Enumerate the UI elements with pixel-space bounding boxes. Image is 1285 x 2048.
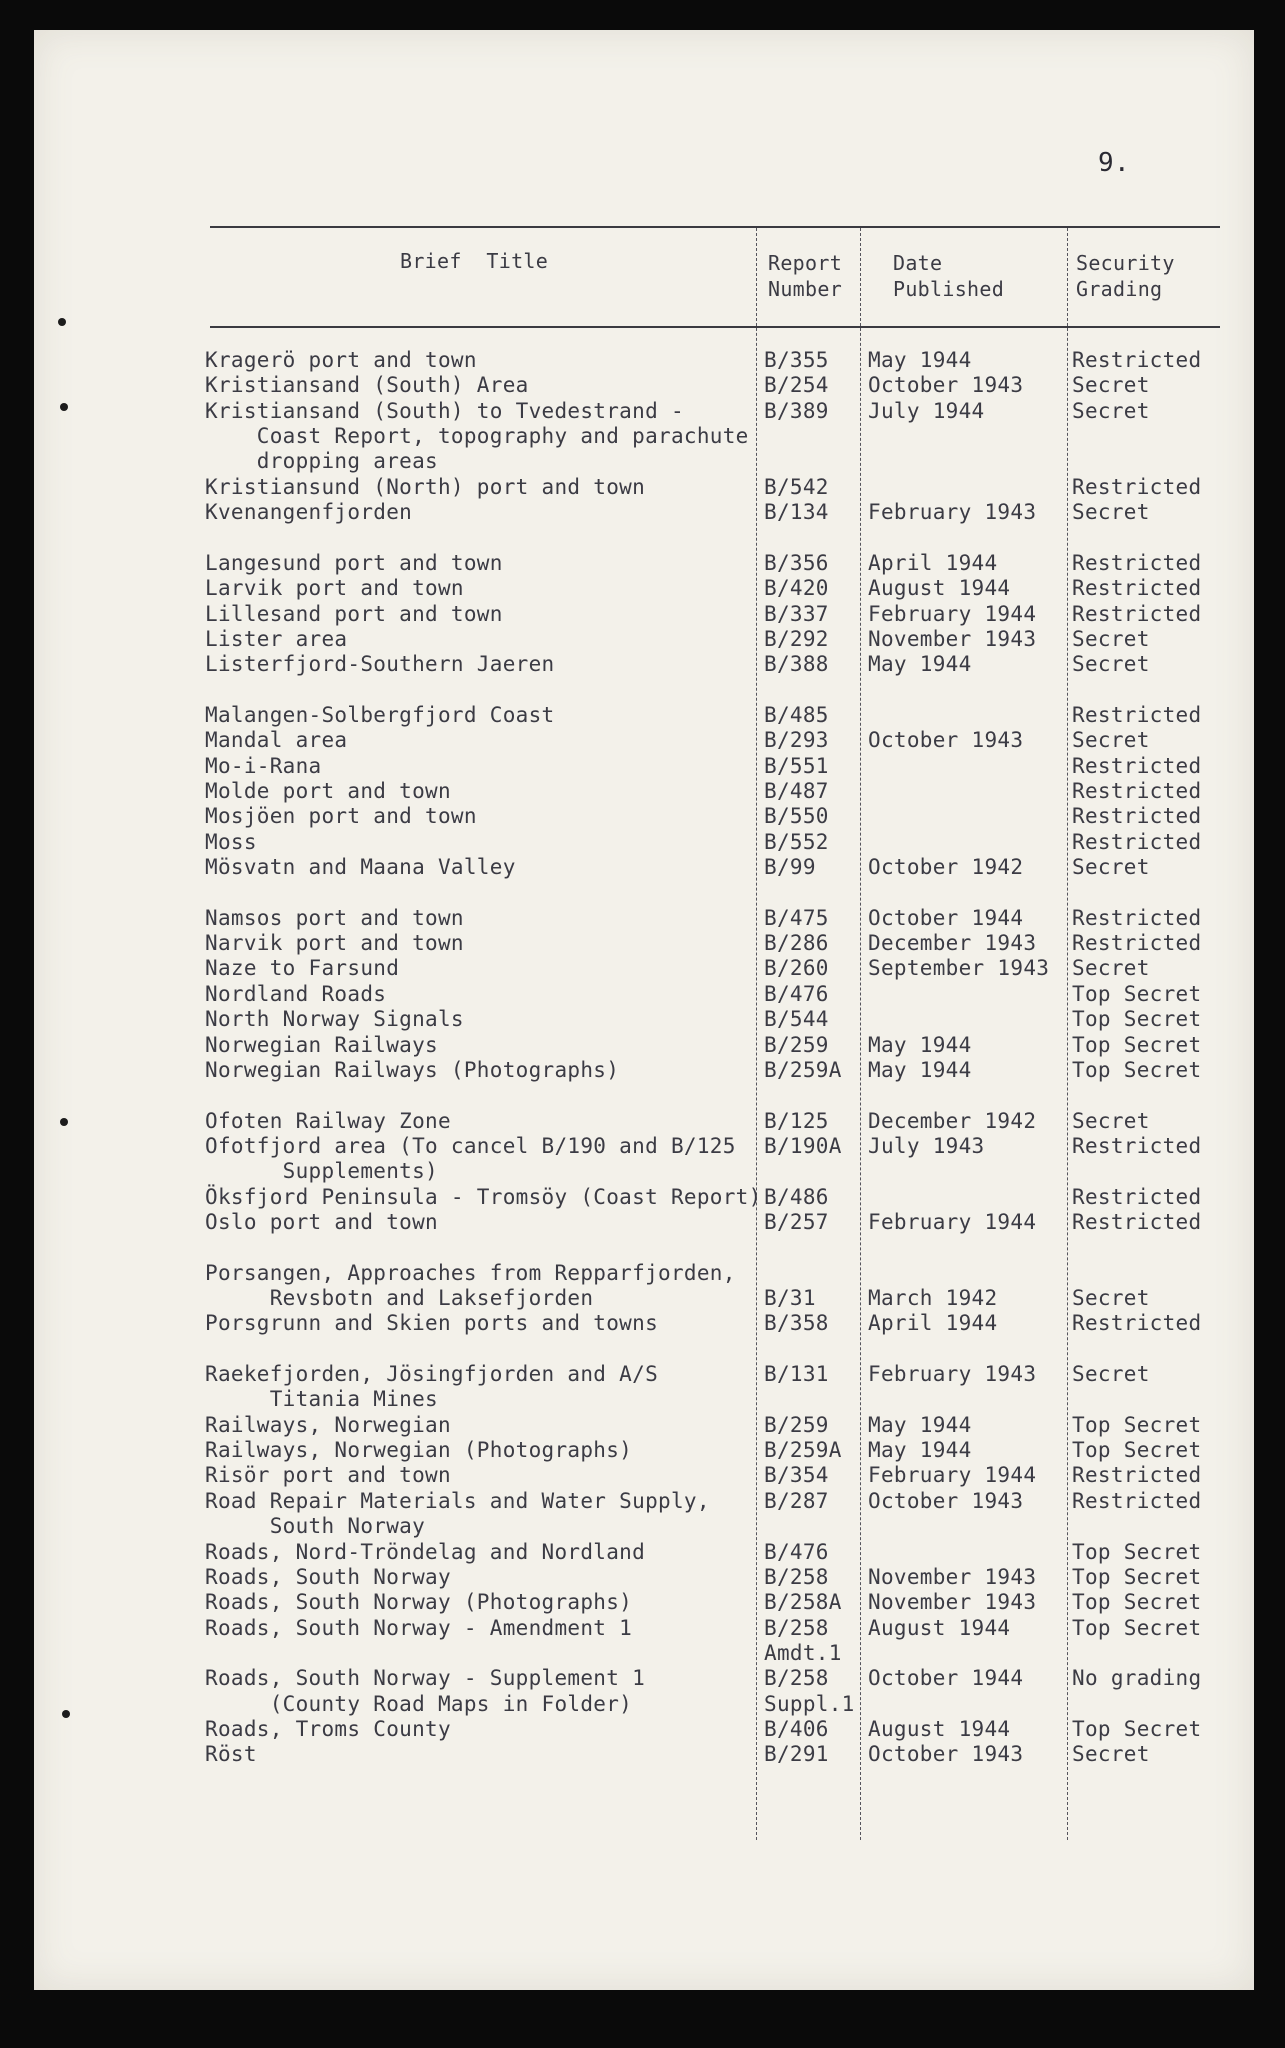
row-security-grading: Restricted [1072,474,1202,499]
row-report-number: B/99 [764,855,816,879]
row-brief-title: Malangen-Solbergfjord Coast [205,702,555,727]
row-report-number: B/190A [764,1133,842,1158]
row-date-published: October 1943 [868,1742,1024,1767]
row-report-number: B/31 [764,1286,816,1310]
row-date-published: October 1944 [868,905,1024,930]
row-security-grading: Restricted [1072,550,1202,575]
row-date-published: October 1943 [868,728,1024,753]
row-report-number: B/551 [764,753,829,778]
row-report-number: B/389 [764,398,829,423]
row-report-number: B/293 [764,728,829,753]
row-report-number: B/544 [764,1007,829,1032]
row-security-grading: Secret [1072,373,1150,398]
row-brief-title: Railways, Norwegian (Photographs) [205,1438,633,1462]
row-brief-title: Mösvatn and Maana Valley [205,855,516,879]
row-brief-title: Mo-i-Rana [205,753,322,778]
row-security-grading: Restricted [1072,829,1202,854]
row-security-grading: Top Secret [1072,1007,1202,1032]
row-security-grading: Top Secret [1072,1615,1202,1640]
row-security-grading: Secret [1072,956,1150,981]
row-report-number: B/134 [764,500,829,525]
row-report-number: B/259A [764,1057,842,1082]
row-date-published: April 1944 [868,550,998,575]
row-report-number: B/258 [764,1615,829,1640]
row-date-published: July 1944 [868,398,985,423]
row-date-published: February 1944 [868,1463,1037,1488]
row-security-grading: No grading [1072,1666,1202,1691]
row-date-published: October 1944 [868,1666,1024,1691]
column-divider-report [756,228,757,1840]
row-brief-title: Coast Report, topography and parachute [205,424,749,449]
row-security-grading: Restricted [1072,1209,1202,1234]
row-report-number: B/356 [764,550,829,575]
header-rule [210,326,1220,328]
row-brief-title: Roads, South Norway - Amendment 1 [205,1615,633,1640]
row-security-grading: Restricted [1072,1311,1202,1336]
row-brief-title: Lillesand port and town [205,601,503,626]
row-brief-title: Oslo port and town [205,1209,438,1234]
row-date-published: December 1942 [868,1108,1037,1133]
row-report-number: Suppl.1 [764,1691,855,1716]
row-date-published: February 1943 [868,1362,1037,1386]
row-date-published: May 1944 [868,652,972,677]
row-report-number: B/286 [764,931,829,956]
row-brief-title: Mandal area [205,728,348,753]
row-security-grading: Top Secret [1072,1412,1202,1437]
row-date-published: August 1944 [868,1716,1011,1741]
row-security-grading: Restricted [1072,1463,1202,1488]
row-report-number: B/420 [764,576,829,601]
row-brief-title: Mosjöen port and town [205,804,477,829]
row-date-published: November 1943 [868,1590,1037,1615]
row-security-grading: Top Secret [1072,1716,1202,1741]
row-security-grading: Restricted [1072,1133,1202,1158]
header-report-number: Report Number [768,251,843,301]
row-report-number: B/354 [764,1463,829,1488]
row-security-grading: Top Secret [1072,1590,1202,1615]
row-report-number: B/542 [764,474,829,499]
binder-hole-mark [60,403,68,411]
row-brief-title: Risör port and town [205,1463,451,1488]
row-security-grading: Restricted [1072,576,1202,601]
row-brief-title: Lister area [205,626,348,651]
row-security-grading: Restricted [1072,702,1202,727]
row-report-number: Amdt.1 [764,1640,842,1665]
row-brief-title: Listerfjord-Southern Jaeren [205,652,555,677]
row-brief-title: Roads, Nord-Tröndelag and Nordland [205,1539,646,1564]
row-brief-title: Naze to Farsund [205,956,400,981]
row-date-published: May 1944 [868,1412,972,1437]
row-date-published: February 1944 [868,1209,1037,1234]
row-brief-title: Titania Mines [205,1387,438,1412]
row-brief-title: Railways, Norwegian [205,1412,451,1437]
row-report-number: B/292 [764,626,829,651]
row-security-grading: Top Secret [1072,981,1202,1006]
row-brief-title: Nordland Roads [205,981,387,1006]
row-date-published: July 1943 [868,1133,985,1158]
row-brief-title: Kragerö port and town [205,348,477,372]
row-security-grading: Restricted [1072,779,1202,803]
header-brief-title: Brief Title [400,249,549,273]
row-brief-title: Öksfjord Peninsula - Tromsöy (Coast Report) [205,1184,762,1209]
row-security-grading: Restricted [1072,1184,1202,1209]
row-date-published: April 1944 [868,1311,998,1336]
row-security-grading: Secret [1072,1742,1150,1767]
row-brief-title: Larvik port and town [205,576,464,601]
row-date-published: October 1943 [868,373,1024,398]
row-brief-title: Roads, Troms County [205,1716,451,1741]
row-brief-title: Kvenangenfjorden [205,500,413,525]
row-brief-title: Langesund port and town [205,550,503,575]
header-date-published: Date Published [893,251,1005,301]
row-date-published: May 1944 [868,1032,972,1057]
row-security-grading: Restricted [1072,601,1202,626]
binder-hole-mark [62,1710,70,1718]
row-security-grading: Secret [1072,1362,1150,1386]
row-report-number: B/287 [764,1488,829,1513]
row-security-grading: Secret [1072,500,1150,525]
row-brief-title: Namsos port and town [205,905,464,930]
row-report-number: B/487 [764,779,829,803]
page-number: 9. [1098,148,1130,178]
row-security-grading: Top Secret [1072,1057,1202,1082]
row-brief-title: Narvik port and town [205,931,464,956]
row-report-number: B/131 [764,1362,829,1386]
row-report-number: B/476 [764,981,829,1006]
row-brief-title: dropping areas [205,449,438,474]
row-report-number: B/358 [764,1311,829,1336]
row-report-number: B/337 [764,601,829,626]
row-report-number: B/259 [764,1412,829,1437]
row-report-number: B/291 [764,1742,829,1767]
header-security-grading: Security Grading [1076,251,1175,301]
row-brief-title: Kristiansand (South) Area [205,373,529,398]
row-brief-title: Kristiansund (North) port and town [205,474,646,499]
row-date-published: March 1942 [868,1286,998,1310]
row-brief-title: Molde port and town [205,779,451,803]
row-date-published: September 1943 [868,956,1050,981]
row-brief-title: Raekefjorden, Jösingfjorden and A/S [205,1362,659,1386]
row-brief-title: Porsangen, Approaches from Repparfjorden, [205,1260,736,1285]
row-report-number: B/254 [764,373,829,398]
row-security-grading: Top Secret [1072,1564,1202,1589]
column-divider-date [860,228,861,1840]
row-brief-title: Moss [205,829,257,854]
row-brief-title: Revsbotn and Laksefjorden [205,1286,594,1310]
row-security-grading: Secret [1072,398,1150,423]
row-report-number: B/475 [764,905,829,930]
top-rule [210,226,1220,228]
row-brief-title: Röst [205,1742,257,1767]
row-brief-title: Road Repair Materials and Water Supply, [205,1488,710,1513]
row-date-published: November 1943 [868,626,1037,651]
binder-hole-mark [58,318,66,326]
row-security-grading: Restricted [1072,804,1202,829]
row-report-number: B/485 [764,702,829,727]
row-brief-title: Roads, South Norway [205,1564,451,1589]
row-date-published: October 1943 [868,1488,1024,1513]
row-report-number: B/258A [764,1590,842,1615]
row-security-grading: Secret [1072,1286,1150,1310]
row-report-number: B/355 [764,348,829,372]
row-report-number: B/486 [764,1184,829,1209]
row-report-number: B/258 [764,1564,829,1589]
row-date-published: August 1944 [868,576,1011,601]
row-date-published: May 1944 [868,1438,972,1462]
row-brief-title: (County Road Maps in Folder) [205,1691,633,1716]
row-security-grading: Top Secret [1072,1539,1202,1564]
row-security-grading: Secret [1072,1108,1150,1133]
row-report-number: B/260 [764,956,829,981]
row-security-grading: Top Secret [1072,1032,1202,1057]
row-brief-title: North Norway Signals [205,1007,464,1032]
row-date-published: November 1943 [868,1564,1037,1589]
row-security-grading: Restricted [1072,1488,1202,1513]
row-brief-title: Roads, South Norway (Photographs) [205,1590,633,1615]
row-report-number: B/406 [764,1716,829,1741]
row-security-grading: Restricted [1072,348,1202,372]
row-date-published: May 1944 [868,1057,972,1082]
row-report-number: B/258 [764,1666,829,1691]
row-security-grading: Secret [1072,728,1150,753]
column-divider-security [1067,228,1068,1840]
row-security-grading: Restricted [1072,753,1202,778]
row-security-grading: Top Secret [1072,1438,1202,1462]
binder-hole-mark [60,1118,68,1126]
row-report-number: B/259 [764,1032,829,1057]
row-security-grading: Secret [1072,855,1150,879]
row-date-published: May 1944 [868,348,972,372]
row-report-number: B/125 [764,1108,829,1133]
row-report-number: B/476 [764,1539,829,1564]
row-date-published: February 1943 [868,500,1037,525]
row-brief-title: Porsgrunn and Skien ports and towns [205,1311,659,1336]
row-brief-title: Norwegian Railways (Photographs) [205,1057,620,1082]
row-security-grading: Secret [1072,652,1150,677]
row-date-published: December 1943 [868,931,1037,956]
row-date-published: August 1944 [868,1615,1011,1640]
row-security-grading: Secret [1072,626,1150,651]
row-security-grading: Restricted [1072,905,1202,930]
row-report-number: B/257 [764,1209,829,1234]
row-report-number: B/550 [764,804,829,829]
row-brief-title: Roads, South Norway - Supplement 1 [205,1666,646,1691]
row-date-published: October 1942 [868,855,1024,879]
row-security-grading: Restricted [1072,931,1202,956]
row-report-number: B/259A [764,1438,842,1462]
row-report-number: B/552 [764,829,829,854]
row-brief-title: Ofoten Railway Zone [205,1108,451,1133]
row-brief-title: South Norway [205,1514,426,1539]
row-brief-title: Norwegian Railways [205,1032,438,1057]
row-brief-title: Supplements) [205,1159,438,1184]
row-report-number: B/388 [764,652,829,677]
row-brief-title: Kristiansand (South) to Tvedestrand - [205,398,684,423]
row-brief-title: Ofotfjord area (To cancel B/190 and B/125 [205,1133,736,1158]
row-date-published: February 1944 [868,601,1037,626]
